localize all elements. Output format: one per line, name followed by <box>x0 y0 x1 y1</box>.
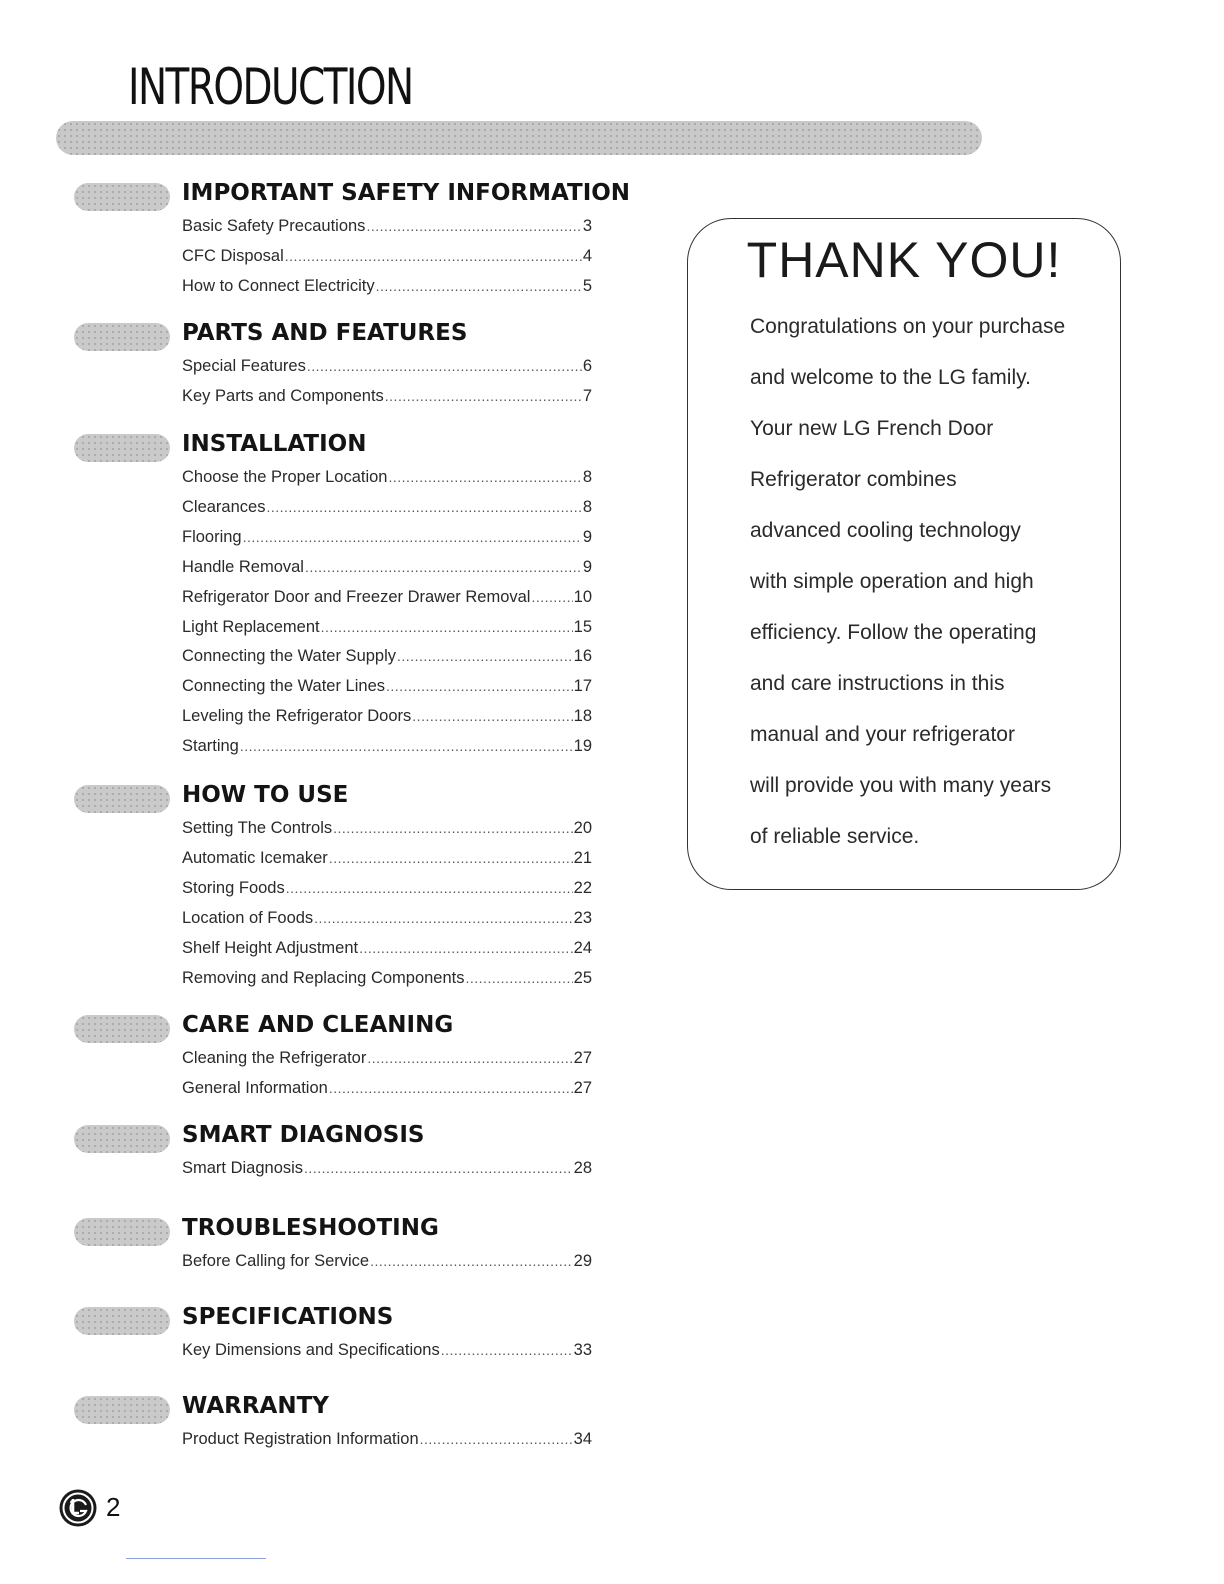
toc-entry-label: Automatic Icemaker <box>182 848 328 867</box>
section-heading: CARE AND CLEANING <box>182 1012 454 1038</box>
toc-entry[interactable] <box>182 849 592 871</box>
toc-entry[interactable] <box>182 357 592 379</box>
dot-leader <box>420 1431 573 1447</box>
dot-leader <box>466 970 573 986</box>
toc-entry-page: 28 <box>573 1159 592 1177</box>
section-heading: HOW TO USE <box>182 782 349 808</box>
toc-entry[interactable] <box>182 1430 592 1452</box>
toc-entry-label: Connecting the Water Supply <box>182 647 397 666</box>
thank-you-line: efficiency. Follow the operating <box>750 621 1037 644</box>
section-heading: WARRANTY <box>182 1393 329 1419</box>
section-marker-pill <box>74 183 170 211</box>
toc-entry[interactable] <box>182 1049 592 1071</box>
toc-entry-page: 8 <box>582 468 592 486</box>
lg-logo-icon <box>58 1488 98 1528</box>
dot-leader <box>243 529 582 545</box>
toc-entry-page: 33 <box>573 1341 592 1359</box>
toc-entry-page: 6 <box>582 357 592 375</box>
toc-entry-page: 22 <box>573 878 592 897</box>
dot-leader <box>531 589 572 605</box>
section-marker-pill <box>74 1125 170 1153</box>
toc-entry[interactable] <box>182 647 592 669</box>
toc-entry[interactable] <box>182 217 592 239</box>
toc-entry[interactable] <box>182 618 592 640</box>
dot-leader <box>412 708 572 724</box>
dot-leader <box>359 940 573 956</box>
toc-entry-page: 34 <box>573 1430 592 1448</box>
toc-entry-page: 24 <box>573 938 592 957</box>
toc-entry[interactable] <box>182 247 592 269</box>
toc-entry-page: 4 <box>582 246 592 265</box>
section-heading: PARTS AND FEATURES <box>182 320 468 346</box>
dot-leader <box>329 850 573 866</box>
toc-entry-label: Handle Removal <box>182 557 304 576</box>
dot-leader <box>367 1050 572 1066</box>
dot-leader <box>370 1253 573 1269</box>
dot-leader <box>441 1342 573 1358</box>
toc-entry-label: Connecting the Water Lines <box>182 677 386 696</box>
section-heading: INSTALLATION <box>182 431 367 457</box>
toc-entry-label: Leveling the Refrigerator Doors <box>182 707 412 726</box>
toc-entry-page: 18 <box>573 707 592 726</box>
thank-you-line: Refrigerator combines <box>750 468 957 491</box>
thank-you-line: Your new LG French Door <box>750 417 994 440</box>
toc-entry-page: 27 <box>573 1078 592 1097</box>
toc-entry[interactable] <box>182 528 592 550</box>
toc-entry[interactable] <box>182 737 592 759</box>
thank-you-line: of reliable service. <box>750 825 920 848</box>
page-number: 2 <box>106 1492 121 1522</box>
toc-entry[interactable] <box>182 498 592 520</box>
toc-entry-label: How to Connect Electricity <box>182 276 375 295</box>
toc-entry-label: General Information <box>182 1078 328 1097</box>
dot-leader <box>305 559 582 575</box>
toc-entry[interactable] <box>182 468 592 490</box>
dot-leader <box>385 388 582 404</box>
thank-you-line: will provide you with many years <box>750 774 1052 797</box>
toc-entry[interactable] <box>182 277 592 299</box>
toc-entry-label: Before Calling for Service <box>182 1252 370 1270</box>
toc-entry-page: 20 <box>573 819 592 837</box>
toc-entry-label: Removing and Replacing Components <box>182 968 465 987</box>
toc-entry[interactable] <box>182 558 592 580</box>
dot-leader <box>321 619 573 635</box>
section-heading: TROUBLESHOOTING <box>182 1215 439 1241</box>
toc-entry-page: 25 <box>573 968 592 987</box>
section-marker-pill <box>74 1307 170 1335</box>
toc-entry-page: 27 <box>573 1049 592 1067</box>
dot-leader <box>386 678 573 694</box>
dot-leader <box>376 278 582 294</box>
thank-you-line: manual and your refrigerator <box>750 723 1015 746</box>
thank-you-line: advanced cooling technology <box>750 519 1021 542</box>
dot-leader <box>333 820 573 836</box>
toc-entry[interactable] <box>182 677 592 699</box>
toc-entry-label: Shelf Height Adjustment <box>182 938 359 957</box>
toc-entry-label: Setting The Controls <box>182 819 333 837</box>
toc-entry-page: 16 <box>573 647 592 666</box>
toc-entry-label: Flooring <box>182 527 242 546</box>
toc-entry-page: 15 <box>573 617 592 636</box>
toc-entry[interactable] <box>182 939 592 961</box>
toc-entry[interactable] <box>182 1341 592 1363</box>
toc-entry-label: Starting <box>182 737 239 756</box>
section-marker-pill <box>74 323 170 351</box>
toc-entry-page: 19 <box>573 737 592 756</box>
toc-entry-label: Cleaning the Refrigerator <box>182 1049 367 1067</box>
toc-entry[interactable] <box>182 1079 592 1101</box>
table-of-contents <box>0 0 631 1500</box>
thank-you-box <box>687 218 1121 890</box>
toc-entry[interactable] <box>182 1159 592 1181</box>
dot-leader <box>329 1080 573 1096</box>
toc-entry[interactable] <box>182 707 592 729</box>
toc-entry-label: Storing Foods <box>182 878 285 897</box>
dot-leader <box>314 910 572 926</box>
section-marker-pill <box>74 1396 170 1424</box>
toc-entry-page: 3 <box>582 217 592 235</box>
toc-entry-label: Light Replacement <box>182 617 320 636</box>
toc-entry-label: Product Registration Information <box>182 1430 419 1448</box>
toc-entry-page: 5 <box>582 276 592 295</box>
section-marker-pill <box>74 1015 170 1043</box>
toc-entry-label: Choose the Proper Location <box>182 468 388 486</box>
section-marker-pill <box>74 785 170 813</box>
thank-you-line: and care instructions in this <box>750 672 1005 695</box>
section-heading: SMART DIAGNOSIS <box>182 1122 425 1148</box>
toc-entry-page: 10 <box>573 587 592 606</box>
dot-leader <box>240 738 573 754</box>
thank-you-line: and welcome to the LG family. <box>750 366 1031 389</box>
toc-entry-page: 23 <box>573 908 592 927</box>
toc-entry-page: 9 <box>582 557 592 576</box>
toc-entry[interactable] <box>182 387 592 409</box>
toc-entry[interactable] <box>182 879 592 901</box>
dot-leader <box>307 358 582 374</box>
thank-you-line: Congratulations on your purchase <box>750 315 1066 338</box>
toc-entry[interactable] <box>182 1252 592 1274</box>
toc-entry-label: Smart Diagnosis <box>182 1159 304 1177</box>
thank-you-line: with simple operation and high <box>750 570 1034 593</box>
toc-entry-page: 7 <box>582 386 592 405</box>
toc-entry-label: Key Dimensions and Specifications <box>182 1341 440 1359</box>
section-heading: SPECIFICATIONS <box>182 1304 394 1330</box>
toc-entry[interactable] <box>182 909 592 931</box>
toc-entry[interactable] <box>182 588 592 610</box>
dot-leader <box>304 1160 573 1176</box>
toc-entry-label: Basic Safety Precautions <box>182 217 366 235</box>
toc-entry-page: 9 <box>582 527 592 546</box>
toc-entry[interactable] <box>182 969 592 991</box>
dot-leader <box>286 880 573 896</box>
section-heading: IMPORTANT SAFETY INFORMATION <box>182 180 631 206</box>
toc-entry-label: Special Features <box>182 357 306 375</box>
dot-leader <box>397 648 573 664</box>
divider <box>126 1558 266 1559</box>
toc-entry-label: Location of Foods <box>182 908 314 927</box>
toc-entry[interactable] <box>182 819 592 841</box>
dot-leader <box>388 469 581 485</box>
toc-entry-label: Key Parts and Components <box>182 386 384 405</box>
thank-you-heading: THANK YOU! <box>746 232 1062 288</box>
dot-leader <box>366 218 581 234</box>
toc-entry-label: Clearances <box>182 497 266 516</box>
toc-entry-label: CFC Disposal <box>182 246 284 265</box>
toc-entry-page: 8 <box>582 497 592 516</box>
section-marker-pill <box>74 434 170 462</box>
toc-entry-page: 29 <box>573 1252 592 1270</box>
section-marker-pill <box>74 1218 170 1246</box>
toc-entry-page: 21 <box>573 848 592 867</box>
dot-leader <box>266 499 581 515</box>
toc-entry-page: 17 <box>573 677 592 696</box>
dot-leader <box>285 248 582 264</box>
page-title: INTRODUCTION <box>128 58 413 116</box>
toc-entry-label: Refrigerator Door and Freezer Drawer Removal <box>182 587 531 606</box>
